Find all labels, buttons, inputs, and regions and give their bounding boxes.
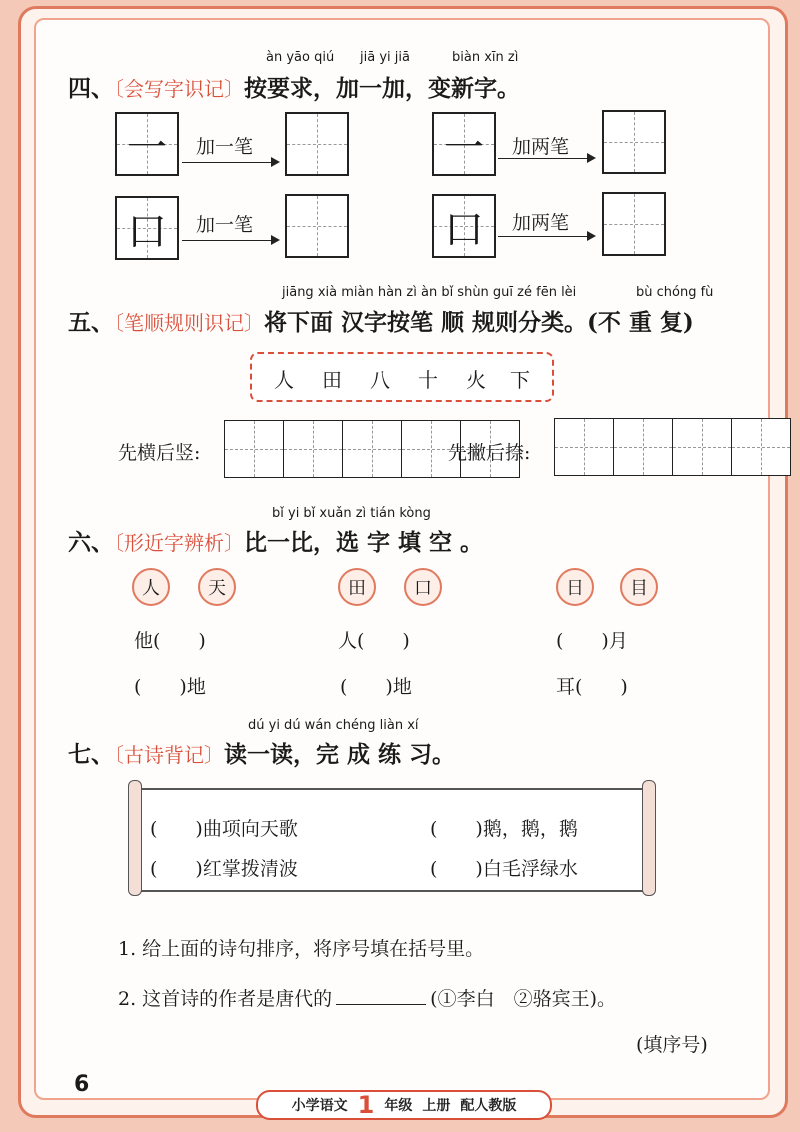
sec5-number: 五、 bbox=[68, 310, 114, 336]
sec4-pinyin-2: jiā yi jiā bbox=[360, 50, 410, 65]
choice-char: 天 bbox=[198, 568, 236, 606]
question-2-text: 2. 这首诗的作者是唐代的 bbox=[118, 988, 333, 1010]
choice-char: 日 bbox=[556, 568, 594, 606]
answer-char-box[interactable] bbox=[602, 110, 666, 174]
sec6-tag: 〔形近字辨析〕 bbox=[114, 531, 244, 555]
footer-grade: 年级 bbox=[384, 1098, 413, 1114]
bank-char: 十 bbox=[418, 368, 438, 392]
sec4-pinyin-1: àn yāo qiú bbox=[266, 50, 335, 65]
answer-char-box[interactable] bbox=[285, 112, 349, 176]
sec5-pinyin-1: jiāng xià miàn hàn zì àn bǐ shùn guī zé fēn lèi bbox=[282, 285, 577, 300]
source-char: 一 bbox=[444, 124, 484, 171]
sec6-pinyin: bǐ yi bǐ xuǎn zì tián kòng bbox=[272, 506, 431, 521]
sec5-title: 将下面 汉字按笔 顺 规则分类。(不 重 复) bbox=[264, 309, 694, 336]
arrow-icon bbox=[182, 162, 278, 163]
poem-line[interactable]: ( )鹅，鹅，鹅 bbox=[430, 818, 578, 840]
operation-label: 加两笔 bbox=[512, 212, 570, 234]
sec7-pinyin: dú yi dú wán chéng liàn xí bbox=[248, 718, 419, 733]
source-char-box bbox=[432, 112, 496, 176]
footer-badge bbox=[256, 1090, 552, 1120]
source-char: 口 bbox=[444, 206, 484, 253]
sec4-tag: 〔会写字识记〕 bbox=[114, 77, 244, 101]
choice-char: 口 bbox=[404, 568, 442, 606]
source-char: 一 bbox=[127, 124, 167, 171]
sec7-number: 七、 bbox=[68, 742, 114, 768]
sec7-title: 读一读，完 成 练 习。 bbox=[224, 741, 456, 768]
sec4-title: 按要求，加一加，变新字。 bbox=[244, 75, 520, 102]
operation-label: 加一笔 bbox=[196, 214, 254, 236]
poem-line[interactable]: ( )白毛浮绿水 bbox=[430, 858, 578, 880]
source-char: 口 bbox=[127, 208, 167, 255]
choice-char: 田 bbox=[338, 568, 376, 606]
answer-blank[interactable] bbox=[336, 1004, 426, 1005]
label-heng-shu: 先横后竖: bbox=[118, 442, 201, 464]
operation-label: 加一笔 bbox=[196, 136, 254, 158]
footer-term: 上册 bbox=[422, 1098, 451, 1114]
choice-char: 目 bbox=[620, 568, 658, 606]
bank-char: 火 bbox=[466, 368, 486, 392]
poem-line[interactable]: ( )曲项向天歌 bbox=[150, 818, 298, 840]
fill-hint: (填序号) bbox=[636, 1034, 708, 1056]
arrow-icon bbox=[182, 240, 278, 241]
source-char-box bbox=[432, 194, 496, 258]
sec4-heading bbox=[68, 70, 520, 103]
sec6-title: 比一比，选 字 填 空 。 bbox=[244, 529, 484, 556]
source-char-box bbox=[115, 112, 179, 176]
fill-blank[interactable]: ( )地 bbox=[134, 676, 206, 698]
fill-blank[interactable]: 人( ) bbox=[338, 630, 410, 652]
bank-char: 田 bbox=[322, 368, 342, 392]
footer-grade-num: 1 bbox=[357, 1091, 375, 1119]
fill-blank[interactable]: ( )月 bbox=[556, 630, 628, 652]
bank-char: 人 bbox=[274, 368, 294, 392]
sec7-heading bbox=[68, 736, 455, 769]
arrow-icon bbox=[498, 158, 594, 159]
fill-blank[interactable]: ( )地 bbox=[340, 676, 412, 698]
question-2-options: (①李白 ②骆宾王)。 bbox=[430, 988, 616, 1010]
bank-char: 八 bbox=[370, 368, 390, 392]
choice-char: 人 bbox=[132, 568, 170, 606]
character-bank bbox=[250, 352, 554, 402]
answer-char-box[interactable] bbox=[602, 192, 666, 256]
question-1: 1. 给上面的诗句排序，将序号填在括号里。 bbox=[118, 938, 485, 960]
footer-subject: 小学语文 bbox=[291, 1098, 348, 1114]
answer-grid-b[interactable] bbox=[554, 418, 791, 476]
sec4-number: 四、 bbox=[68, 76, 114, 102]
fill-blank[interactable]: 他( ) bbox=[134, 630, 206, 652]
sec5-pinyin-2: bù chóng fù bbox=[636, 285, 714, 300]
answer-char-box[interactable] bbox=[285, 194, 349, 258]
arrow-icon bbox=[498, 236, 594, 237]
label-pie-na: 先撇后捺: bbox=[448, 442, 531, 464]
sec4-pinyin-3: biàn xīn zì bbox=[452, 50, 519, 65]
sec6-number: 六、 bbox=[68, 530, 114, 556]
sec7-tag: 〔古诗背记〕 bbox=[114, 743, 224, 767]
bank-char: 下 bbox=[510, 368, 530, 392]
source-char-box bbox=[115, 196, 179, 260]
sec6-heading bbox=[68, 524, 483, 557]
operation-label: 加两笔 bbox=[512, 136, 570, 158]
page-number: 6 bbox=[74, 1072, 90, 1097]
poem-line[interactable]: ( )红掌拨清波 bbox=[150, 858, 298, 880]
footer-edition: 配人教版 bbox=[460, 1098, 517, 1114]
question-2 bbox=[118, 984, 616, 1011]
sec5-heading bbox=[68, 304, 694, 337]
fill-blank[interactable]: 耳( ) bbox=[556, 676, 628, 698]
sec5-tag: 〔笔顺规则识记〕 bbox=[114, 311, 264, 335]
